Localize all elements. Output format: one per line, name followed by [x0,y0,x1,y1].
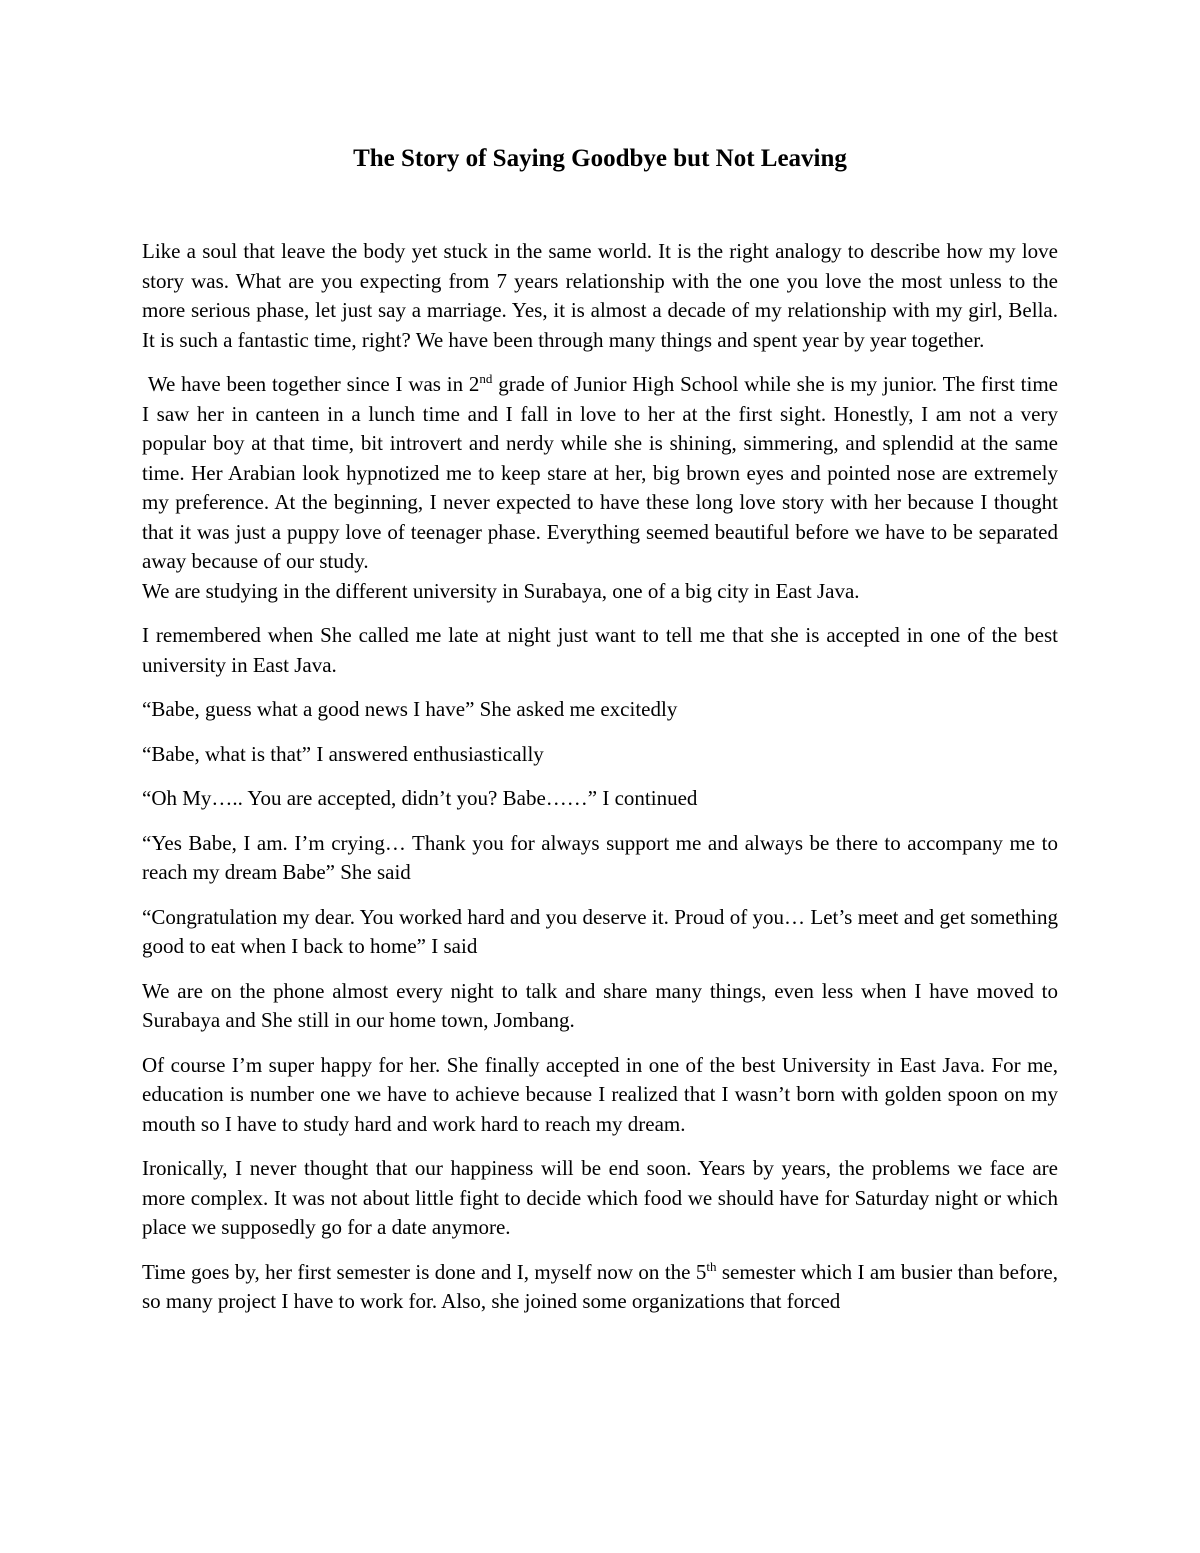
paragraph-8: “Yes Babe, I am. I’m crying… Thank you for always support me and always be there to accompany me to reach my dream Babe” She said [142,830,1058,884]
paragraph-13-text-end: semester which I am busier than before, so many project I have to work for. Also, she joined some organizations that forced [142,1259,1059,1313]
paragraph-3: We are studying in the different university in Surabaya, one of a big city in East Java. [142,578,860,603]
document-body [142,237,1058,1317]
paragraph-9: “Congratulation my dear. You worked hard and you deserve it. Proud of you… Let’s meet and get something good to eat when I back to home” I said [142,904,1058,958]
paragraph-13-superscript: th [706,1258,717,1274]
paragraph-10: We are on the phone almost every night to talk and share many things, even less when I have moved to Surabaya and She still in our home town, Jombang. [142,978,1058,1032]
document-title: The Story of Saying Goodbye but Not Leaving [353,145,847,172]
paragraph-13 [142,1258,1058,1317]
paragraph-2 [142,370,1058,577]
paragraph-2-text-start: We have been together since I was in 2 [147,372,480,396]
paragraph-4: I remembered when She called me late at night just want to tell me that she is accepted in one of the best university in East Java. [142,623,1058,677]
paragraph-12: Ironically, I never thought that our happiness will be end soon. Years by years, the problems we face are more complex. It was not about little fight to decide which food we should have for Saturday night or which place we supposedly go for a date anymore. [142,1156,1058,1239]
paragraph-2-superscript: nd [479,371,493,386]
paragraph-5: “Babe, guess what a good news I have” She asked me excitedly [142,697,678,721]
paragraph-11: Of course I’m super happy for her. She finally accepted in one of the best University in East Java. For me, education is number one we have to achieve because I realized that I wasn’t born with golden spoon on my mouth so I have to study hard and work hard to reach my dream. [142,1052,1058,1136]
paragraph-1: Like a soul that leave the body yet stuck in the same world. It is the right analogy to describe how my love story was. What are you expecting from 7 years relationship with the one you love the most unless to the more serious phase, let just say a marriage. Yes, it is almost a decade of my relationship with my girl, Bella. It is such a fantastic time, right? We have been through many things and spent year by year together. [142,239,1058,352]
paragraph-13-text-start: Time goes by, her first semester is done and I, myself now on the 5 [142,1259,707,1284]
paragraph-6: “Babe, what is that” I answered enthusiastically [142,741,544,766]
paragraph-2-text-end: grade of Junior High School while she is my junior. The first time I saw her in canteen in a lunch time and I fall in love to her at the first sight. Honestly, I am not a very popular boy at that time, bit introvert and nerdy while she is shining, simmering, and splendid at the same time. Her Arabian look hypnotized me to keep stare at her, big brown eyes and pointed nose are extremely my preference. At the beginning, I never expected to have these long love story with her because I thought that it was just a puppy love of teenager phase. Everything seemed beautiful before we have to be separated away because of our study. [142,372,1058,573]
paragraph-7: “Oh My….. You are accepted, didn’t you? Babe……” I continued [142,786,698,810]
